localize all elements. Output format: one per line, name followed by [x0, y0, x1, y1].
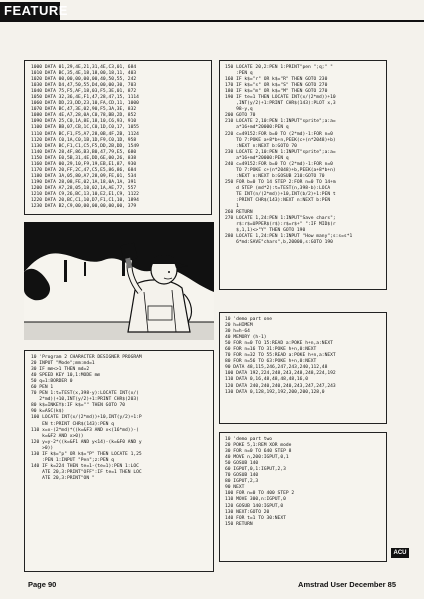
code-line: k=&F2 AND x>0)): [31, 433, 84, 439]
section-tag: FEATURE: [0, 2, 60, 20]
code-line: 140 FOR t=1 TO 30:NEXT: [225, 515, 286, 521]
data-line: 1220 DATA 20,BC,C1,10,D7,F1,C1,10, 1894: [31, 198, 139, 204]
code-line: 260 RETURN: [225, 210, 253, 216]
editor-listing: [219, 60, 387, 290]
code-line: TO 7:POKE a+8*b+n,PEEK(c+(n*2048)+b): [225, 137, 336, 143]
code-line: 1: [225, 204, 239, 210]
code-line: :NEXT n:NEXT b:GOSUB 210:GOTO 70: [225, 173, 325, 179]
code-line: 80 k$=INKEY$:IF k$="" THEN GOTO 70: [31, 403, 126, 409]
code-line: 220 c=49152:FOR b=0 TO (2*md)-1:FOR n=0: [225, 131, 333, 137]
data-line: 1040 DATA 75,F5,AF,18,03,F5,3E,01, 872: [31, 89, 137, 95]
acu-badge: ACU: [391, 548, 409, 558]
code-line: 50 GOSUB 140: [225, 461, 259, 467]
code-line: 120 y=y-2*((k=&F1 AND y<14)-(k=&F0 AND y: [31, 439, 142, 445]
data-line: 1230 DATA B2,C9,00,00,00,00,00,00, 379: [31, 204, 137, 210]
code-line: 60 FOR n=16 TO 31:POKE h+n,0:NEXT: [225, 347, 317, 353]
code-line: r$:r$=UPPER$(r$):r$=r$+" ":IF MID$(r: [225, 222, 336, 228]
data-line: 1210 DATA C9,26,BC,13,10,E2,E1,C9, 1122: [31, 191, 139, 197]
code-line: 130 NEXT:GOTO 20: [225, 509, 270, 515]
data-line: 1150 DATA E0,5B,31,4E,DD,6E,00,26, 838: [31, 155, 137, 161]
code-line: 150 RETURN: [225, 521, 253, 527]
code-line: 10 'demo part one: [225, 317, 273, 322]
data-line: 1020 DATA 00,00,00,00,00,40,50,55, 242: [31, 77, 137, 83]
data-line: 1070 DATA BC,47,3E,02,90,F5,3A,3E, 832: [31, 107, 137, 113]
data-line: 1130 DATA BC,F1,C1,C5,F5,DD,2B,DD, 1549: [31, 143, 139, 149]
data-listing: [24, 60, 212, 215]
code-line: 20 INPUT "Mode";mm:md=1: [31, 361, 95, 367]
data-line: 1110 DATA BC,F1,F5,A7,28,0B,4F,2B, 1124: [31, 131, 139, 137]
data-line: 1170 DATA 20,FF,2C,47,C5,E5,86,86, 684: [31, 167, 137, 173]
code-line: 98-y,q: [225, 107, 253, 113]
code-line: 60 IGPUT,0,1:IGPUT,2,3: [225, 467, 286, 473]
code-line: :PEN q: [225, 71, 253, 77]
code-line: $,1,1)<>"Y" THEN GOTO 190: [225, 228, 306, 234]
data-line: 1000 DATA 01,29,4E,21,31,4E,C3,01, 684: [31, 65, 137, 70]
code-line: 250 FOR b=0 TO 14 STEP 2:FOR n=0 TO 14+m: [225, 179, 336, 185]
page-footer: [0, 580, 424, 594]
code-line: 100 DATA 192,224,248,243,248,248,224,192: [225, 371, 336, 377]
code-line: 120 DATA 240,240,240,240,243,247,247,243: [225, 383, 336, 389]
code-line: 90 DATA 48,115,246,247,243,240,112,48: [225, 365, 328, 371]
code-line: 10 'Program 2 CHARACTER DESIGNER PROGRAM: [31, 355, 142, 360]
code-line: 30 FOR n=0 TO 640 STEP 8: [225, 449, 292, 455]
code-line: :PEN 1:INPUT "Pen";z:PEN q: [31, 457, 114, 463]
painter-illustration: [24, 222, 214, 340]
code-line: 100 LOCATE INT(x/(2*md))+10,INT(y/2)+1:P: [31, 415, 142, 421]
code-line: EN t:PRINT CHR$(143):PEN q: [31, 421, 114, 427]
demo-part-one-listing: [219, 312, 387, 424]
code-line: 50 FOR n=0 TO 15:READ a:POKE h+n,a:NEXT: [225, 341, 333, 347]
data-line: 1060 DATA DD,23,DD,23,10,FA,CD,11, 1000: [31, 101, 139, 107]
code-line: d STEP (md*2):t=TEST(n,398-b):LOCA: [225, 185, 331, 191]
code-line: 40 MOVE n,200:IGPUT,0,1: [225, 455, 289, 461]
code-line: 200 GOTO 70: [225, 113, 256, 119]
code-line: 10 'demo part two: [225, 437, 273, 442]
code-line: 30 h=h-64: [225, 329, 250, 335]
code-line: 40 SPEED KEY 10,1:MODE mm: [31, 373, 101, 379]
code-line: 2*md))+10,INT(y/2)+1:PRINT CHR$(203): [31, 397, 139, 403]
magazine-name: Amstrad User December 85: [298, 580, 396, 589]
code-line: 6*md:SAVE"chars",b,20000,s:GOTO 190: [225, 240, 333, 246]
code-line: 20 POKE 5,1:REM XOR mode: [225, 443, 292, 449]
code-line: 210 LOCATE 2,10:PEN 1:INPUT"sprite";a:a=: [225, 119, 336, 125]
code-line: 80 IGPUT,2,3: [225, 479, 259, 485]
data-line: 1160 DATA 00,29,10,F9,19,EB,E1,87, 930: [31, 161, 137, 167]
code-line: 280 LOCATE 1,24:PEN 1:INPUT "How many";s:s=s*1: [225, 234, 353, 240]
code-line: :PRINT CHR$(143):NEXT n:NEXT b:PEN: [225, 198, 331, 204]
data-line: 1180 DATA 3A,05,80,A7,28,09,FE,01, 534: [31, 173, 137, 179]
code-line: 100 FOR n=0 TO 400 STEP 2: [225, 491, 295, 497]
demo-part-two-listing: [219, 432, 387, 562]
code-line: 90 k=ASC(k$): [31, 409, 65, 415]
code-line: 130 DATA 0,128,192,192,200,200,128,0: [225, 389, 325, 395]
code-line: a*16+md*20000:PEN q: [225, 125, 289, 131]
data-line: 1190 DATA 28,08,FE,02,1A,18,0A,1A, 391: [31, 179, 137, 185]
code-line: 180 IF k$="m" OR k$="M" THEN GOTO 270: [225, 89, 328, 95]
code-line: 110 x=x-(2*md)*((k=&F3 AND x<(16*md))-(: [31, 427, 139, 433]
code-line: TE INT(n/(2*md))+10,INT(b/2)+1:PEN t: [225, 191, 336, 197]
header-rule: [0, 20, 424, 22]
code-line: 270 LOCATE 1,24:PEN 1:INPUT"Save chars";: [225, 216, 336, 222]
page-number: Page 90: [28, 580, 57, 589]
code-line: 60 PEN 1: [31, 385, 54, 391]
code-line: >0)): [31, 445, 54, 451]
designer-listing: [24, 350, 214, 572]
data-line: 1030 DATA D4,47,50,55,D4,00,00,30, 703: [31, 83, 137, 89]
code-line: ,INT(y/2)+1:PRINT CHR$(143):PLOT x,3: [225, 101, 336, 107]
code-line: 110 MOVE 300,n:IGPUT,0: [225, 497, 286, 503]
code-line: 150 LOCATE 20,2:PEN 1:PRINT"pen ";q;" ": [225, 65, 333, 70]
data-line: 1120 DATA C0,1A,C0,1B,1D,F9,C0,1D, 958: [31, 137, 137, 143]
code-line: 20 h=HIMEM: [225, 323, 253, 329]
data-line: 1080 DATA 4E,A7,28,0A,C0,78,BB,2D, 852: [31, 113, 137, 119]
data-line: 1100 DATA BB,07,CB,1C,C0,1D,C0,17, 1055: [31, 125, 139, 131]
code-line: ATE 20,3:PRINT"OFF":IF te=1 THEN LOC: [31, 469, 142, 475]
code-line: 40 MEMORY (h-1): [225, 335, 267, 341]
code-line: 80 FOR n=56 TO 63:POKE h+n,0:NEXT: [225, 359, 317, 365]
code-line: ATE 20,3:PRINT"ON ": [31, 475, 95, 481]
data-line: 1010 DATA BC,35,4E,18,18,00,18,11, 403: [31, 71, 137, 77]
data-line: 1050 DATA 32,36,4E,F1,47,28,47,15, 1114: [31, 95, 139, 101]
code-line: 50 q=1:BORDER 0: [31, 379, 73, 385]
code-line: 130 IF k$="p" OR k$="P" THEN LOCATE 1,25: [31, 451, 142, 457]
code-line: 70 GOSUB 140: [225, 473, 259, 479]
illustration: [24, 222, 214, 340]
data-line: 1090 DATA 25,C0,1A,8E,18,10,C6,93, 910: [31, 119, 137, 125]
code-line: :NEXT n:NEXT b:GOTO 70: [225, 143, 297, 149]
code-line: 120 GOSUB 140:IGPUT,0: [225, 503, 284, 509]
code-line: 190 IF te=1 THEN LOCATE INT(x/(2*md))+10: [225, 95, 336, 101]
code-line: 240 c=49152:FOR b=0 TO (2*md)-1:FOR n=0: [225, 161, 333, 167]
data-line: 1140 DATA 28,4F,86,B3,B0,47,79,E5, 680: [31, 149, 137, 155]
code-line: 30 IF mm<>1 THEN md=2: [31, 367, 90, 373]
code-line: 170 IF k$="s" OR k$="S" THEN GOTO 270: [225, 83, 328, 89]
code-line: 90 NEXT: [225, 485, 245, 491]
data-line: 1200 DATA A7,28,05,18,02,1A,AE,77, 557: [31, 185, 137, 191]
code-line: 70 PEN 1:t=TEST(x,398-y):LOCATE INT(x/(: [31, 391, 139, 397]
code-line: 110 DATA 0,16,48,48,48,48,16,0: [225, 377, 308, 383]
code-line: 140 IF k=224 THEN te=1-(te=1):PEN 1:LOC: [31, 463, 139, 469]
code-line: 160 IF k$="r" OR k$="R" THEN GOTO 230: [225, 77, 328, 83]
code-line: TO 7:POKE c+(n*2048)+b,PEEK(a+8*b+n): [225, 167, 336, 173]
code-line: a*16+md*20000:PEN q: [225, 155, 289, 161]
code-line: 70 FOR n=32 TO 55:READ a:POKE h+n,a:NEXT: [225, 353, 336, 359]
code-line: 230 LOCATE 2,10:PEN 1:INPUT"sprite";a:a=: [225, 149, 336, 155]
